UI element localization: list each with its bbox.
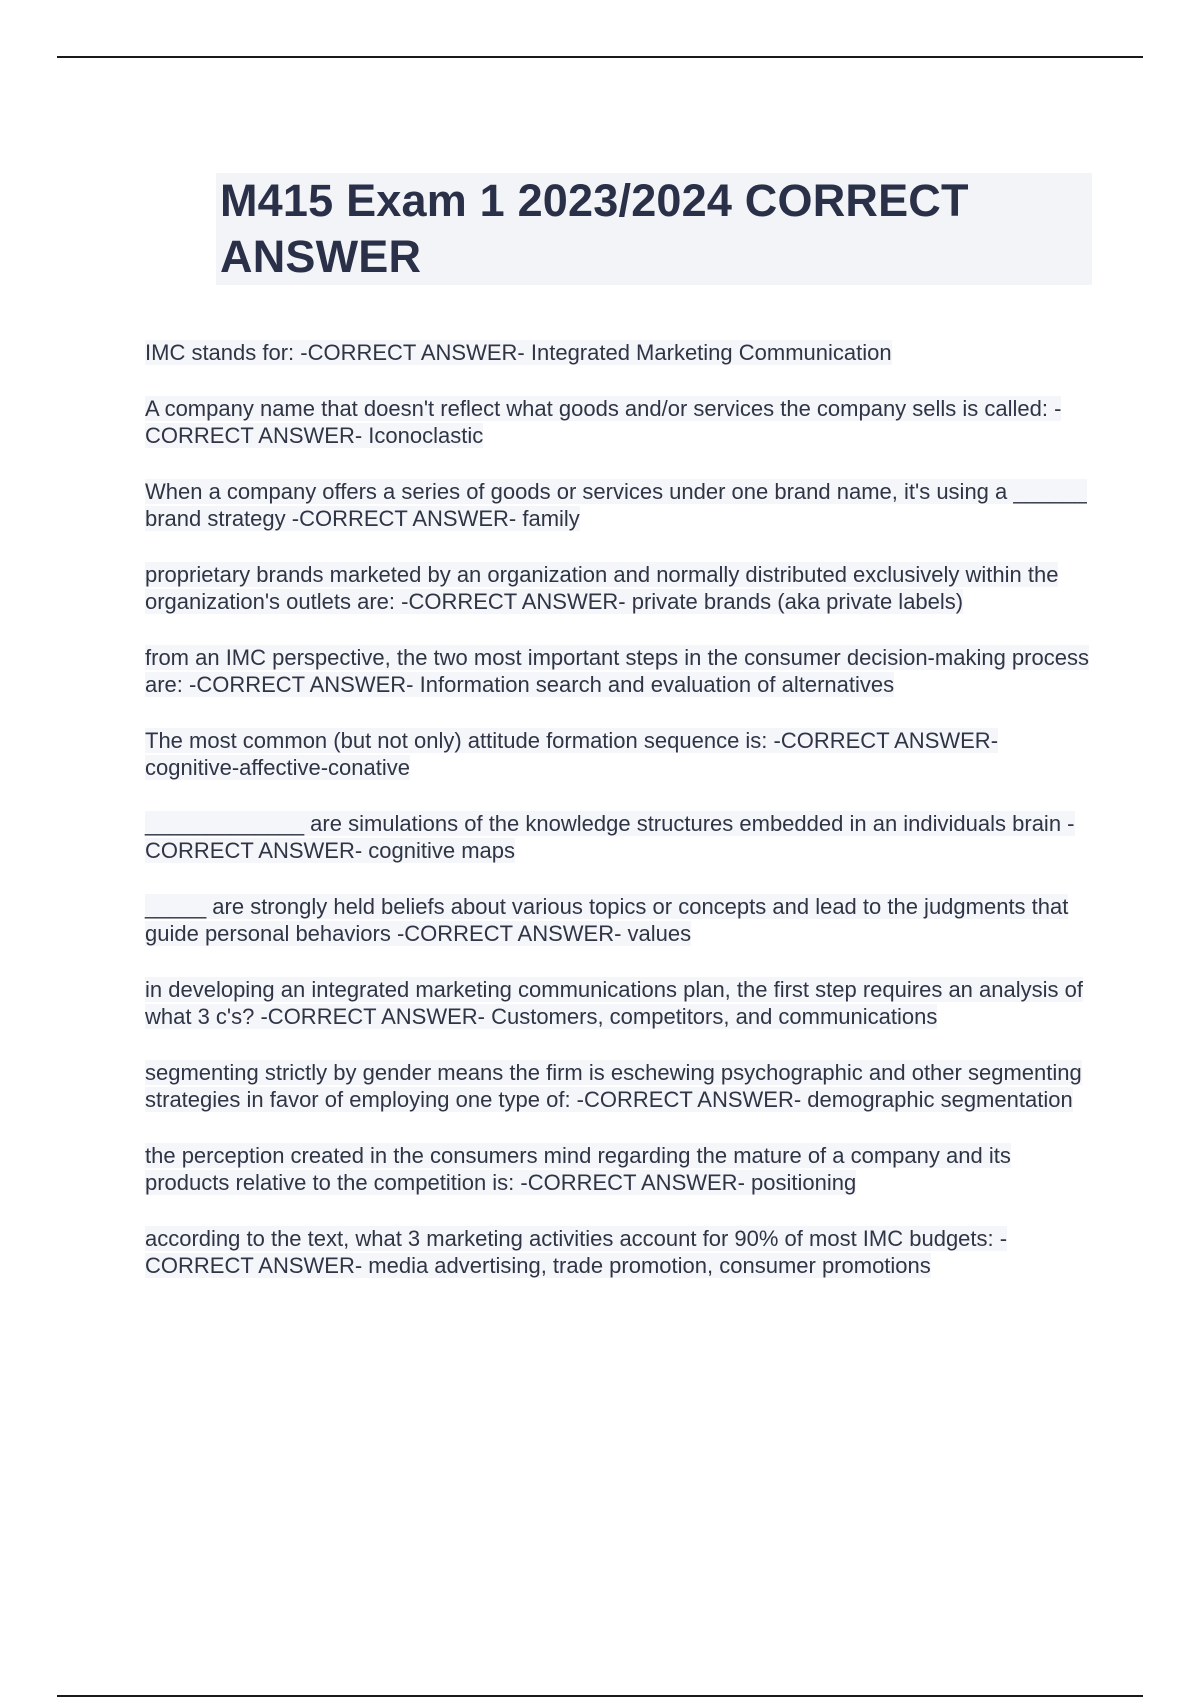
qa-text: _____________ are simulations of the knowledge structures embedded in an individuals brain -CORRECT ANSWER- cognitive maps [145,810,1075,863]
qa-text: segmenting strictly by gender means the firm is eschewing psychographic and other segmenting strategies in favor of employing one type of: -CORRECT ANSWER- demographic segmentation [145,1059,1082,1112]
qa-text: When a company offers a series of goods or services under one brand name, it's using a ______ brand strategy -CORRECT ANSWER- family [145,478,1087,531]
document-title: M415 Exam 1 2023/2024 CORRECT ANSWER [220,175,969,282]
qa-item [145,395,1090,450]
top-divider [57,56,1143,58]
qa-text: _____ are strongly held beliefs about various topics or concepts and lead to the judgments that guide personal behaviors -CORRECT ANSWER- values [145,893,1069,946]
qa-item [145,339,1090,367]
qa-item [145,1225,1090,1280]
qa-text: A company name that doesn't reflect what goods and/or services the company sells is called: -CORRECT ANSWER- Iconoclastic [145,395,1062,448]
qa-text: from an IMC perspective, the two most important steps in the consumer decision-making process are: -CORRECT ANSWER- Information search and evaluation of alternatives [145,644,1089,697]
bottom-divider [57,1695,1143,1697]
qa-item [145,1142,1090,1197]
qa-text: in developing an integrated marketing communications plan, the first step requires an analysis of what 3 c's? -CORRECT ANSWER- Customers, competitors, and communications [145,976,1083,1029]
qa-list [145,339,1090,1308]
qa-item [145,810,1090,865]
qa-text: the perception created in the consumers mind regarding the mature of a company and its products relative to the competition is: -CORRECT ANSWER- positioning [145,1142,1011,1195]
qa-item [145,893,1090,948]
qa-text: according to the text, what 3 marketing activities account for 90% of most IMC budgets: -CORRECT ANSWER- media advertising, trade promotion, consumer promotions [145,1225,1008,1278]
qa-item [145,976,1090,1031]
qa-item [145,644,1090,699]
qa-item [145,478,1090,533]
qa-item [145,561,1090,616]
title-banner [216,173,1092,285]
qa-text: IMC stands for: -CORRECT ANSWER- Integrated Marketing Communication [145,340,892,365]
qa-item [145,727,1090,782]
qa-item [145,1059,1090,1114]
qa-text: The most common (but not only) attitude formation sequence is: -CORRECT ANSWER- cognitive-affective-conative [145,727,999,780]
qa-text: proprietary brands marketed by an organization and normally distributed exclusively within the organization's outlets are: -CORRECT ANSWER- private brands (aka private labels) [145,561,1059,614]
